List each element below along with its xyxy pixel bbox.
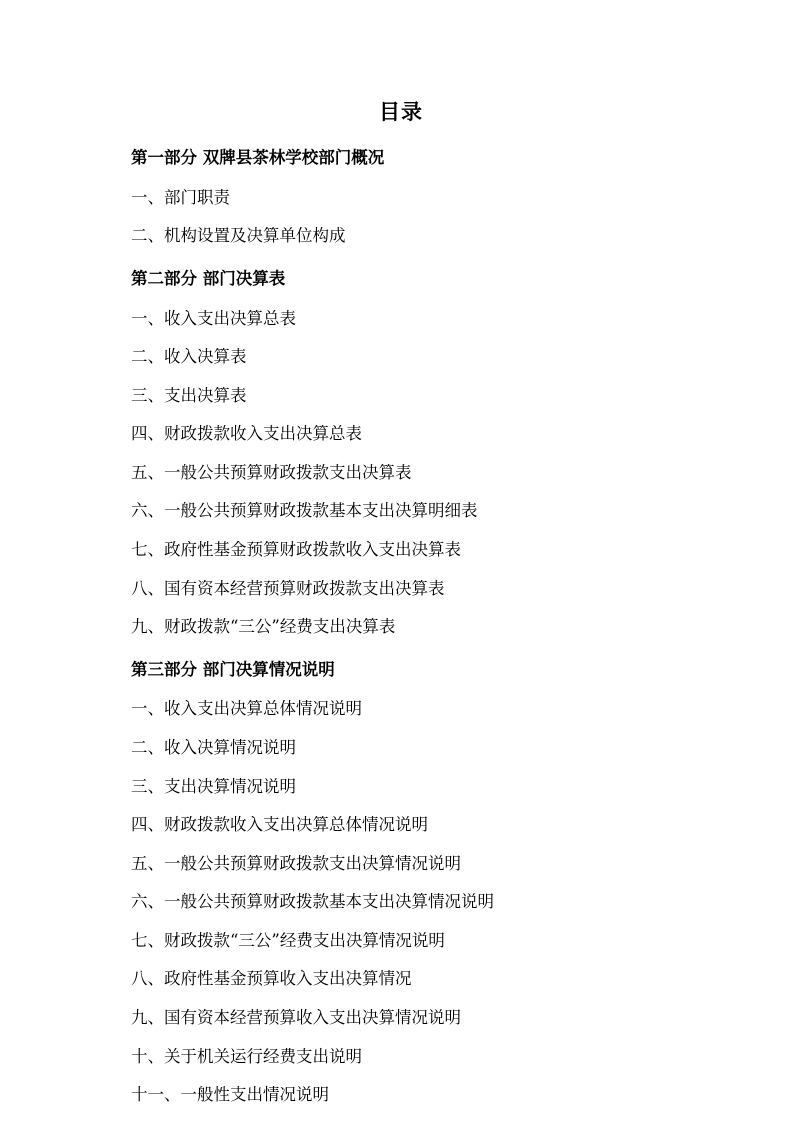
toc-group-part-1 xyxy=(131,185,671,249)
section-heading-part-2: 第二部分 部门决算表 xyxy=(131,268,286,288)
toc-entry[interactable]: 一、部门职责 xyxy=(131,187,230,207)
toc-entry[interactable]: 一、收入支出决算总表 xyxy=(131,308,296,328)
toc-entry[interactable]: 二、机构设置及决算单位构成 xyxy=(131,226,346,246)
toc-entry[interactable]: 四、财政拨款收入支出决算总表 xyxy=(131,424,362,444)
toc-entry[interactable]: 七、政府性基金预算财政拨款收入支出决算表 xyxy=(131,540,461,559)
toc-entry[interactable]: 二、收入决算情况说明 xyxy=(131,738,296,757)
toc-entry[interactable]: 九、国有资本经营预算收入支出决算情况说明 xyxy=(131,1007,461,1027)
toc-entry[interactable]: 十一、一般性支出情况说明 xyxy=(131,1085,329,1105)
toc-entry[interactable]: 三、支出决算表 xyxy=(131,385,247,405)
section-heading-part-1: 第一部分 双牌县茶林学校部门概况 xyxy=(131,148,385,167)
toc-entry[interactable]: 七、财政拨款“三公”经费支出决算情况说明 xyxy=(131,930,445,950)
toc-entry[interactable]: 十、关于机关运行经费支出说明 xyxy=(131,1046,362,1066)
toc-group-part-2 xyxy=(131,306,671,640)
toc-entry[interactable]: 二、收入决算表 xyxy=(131,347,247,367)
toc-entry[interactable]: 八、政府性基金预算收入支出决算情况 xyxy=(131,969,412,989)
toc-entry[interactable]: 五、一般公共预算财政拨款支出决算情况说明 xyxy=(131,853,461,873)
toc-entry[interactable]: 八、国有资本经营预算财政拨款支出决算表 xyxy=(131,578,445,598)
toc-entry[interactable]: 一、收入支出决算总体情况说明 xyxy=(131,699,362,719)
toc-entry[interactable]: 六、一般公共预算财政拨款基本支出决算情况说明 xyxy=(131,892,494,912)
toc-entry[interactable]: 三、支出决算情况说明 xyxy=(131,776,296,796)
toc-entry[interactable]: 四、财政拨款收入支出决算总体情况说明 xyxy=(131,815,428,835)
page-title: 目录 xyxy=(379,99,423,124)
toc-entry[interactable]: 九、财政拨款“三公”经费支出决算表 xyxy=(131,617,396,637)
toc-entry[interactable]: 六、一般公共预算财政拨款基本支出决算明细表 xyxy=(131,501,478,521)
section-heading-part-3: 第三部分 部门决算情况说明 xyxy=(131,659,335,679)
table-of-contents xyxy=(131,96,671,1121)
toc-group-part-3 xyxy=(131,696,671,1107)
toc-entry[interactable]: 五、一般公共预算财政拨款支出决算表 xyxy=(131,462,412,482)
